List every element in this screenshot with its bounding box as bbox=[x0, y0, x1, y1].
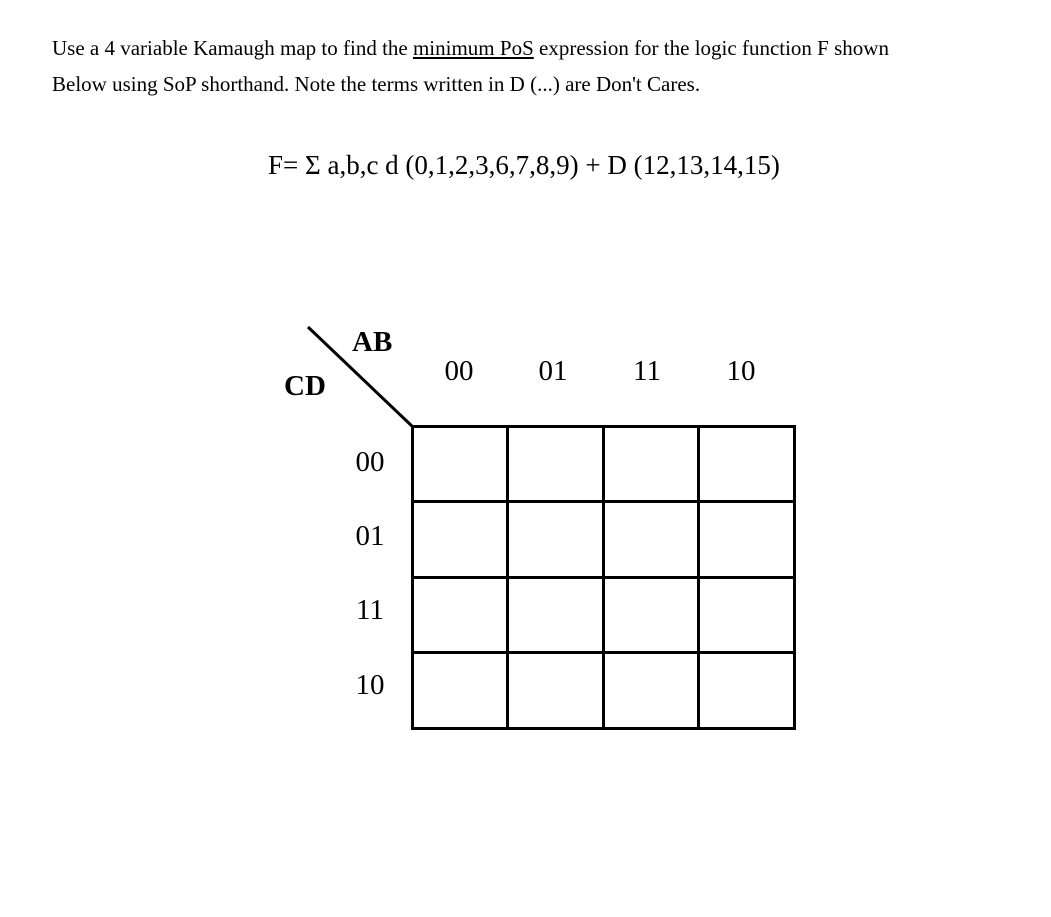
kmap-col-label-01: 01 bbox=[538, 355, 568, 387]
instruction-line-2: Below using SoP shorthand. Note the terms written in D (...) are Don't Cares. bbox=[52, 72, 701, 96]
kmap-row-variable: CD bbox=[284, 370, 326, 402]
kmap-cell[interactable] bbox=[602, 576, 701, 655]
kmap-cell[interactable] bbox=[697, 576, 796, 655]
kmap-row-label-01: 01 bbox=[355, 520, 385, 552]
kmap-cell[interactable] bbox=[697, 500, 796, 579]
kmap-cell[interactable] bbox=[411, 425, 510, 504]
kmap-cell[interactable] bbox=[506, 576, 605, 655]
kmap-column-variable: AB bbox=[352, 326, 393, 358]
kmap-cell[interactable] bbox=[697, 651, 796, 730]
logic-function: F= Σ a,b,c d (0,1,2,3,6,7,8,9) + D (12,13,14,15) bbox=[268, 150, 780, 180]
kmap-cell[interactable] bbox=[602, 500, 701, 579]
kmap-row-label-10: 10 bbox=[355, 669, 385, 701]
kmap-col-label-11: 11 bbox=[633, 355, 661, 387]
kmap-cell[interactable] bbox=[697, 425, 796, 504]
kmap-cell[interactable] bbox=[602, 651, 701, 730]
kmap-row-label-00: 00 bbox=[355, 446, 385, 478]
instruction-text: expression for the logic function F shown bbox=[533, 36, 889, 60]
instruction-underlined-text: minimum PoS bbox=[412, 36, 534, 60]
kmap-cell[interactable] bbox=[411, 500, 510, 579]
kmap-cell[interactable] bbox=[506, 651, 605, 730]
kmap-cell[interactable] bbox=[506, 425, 605, 504]
instruction-text: Use a 4 variable Kamaugh map to find the bbox=[52, 36, 413, 60]
kmap-cell[interactable] bbox=[506, 500, 605, 579]
kmap-col-label-10: 10 bbox=[726, 355, 756, 387]
kmap-cell[interactable] bbox=[602, 425, 701, 504]
kmap-cell[interactable] bbox=[411, 576, 510, 655]
kmap-grid bbox=[412, 426, 794, 728]
kmap-col-label-00: 00 bbox=[444, 355, 474, 387]
kmap-row-label-11: 11 bbox=[356, 594, 384, 626]
kmap-cell[interactable] bbox=[411, 651, 510, 730]
